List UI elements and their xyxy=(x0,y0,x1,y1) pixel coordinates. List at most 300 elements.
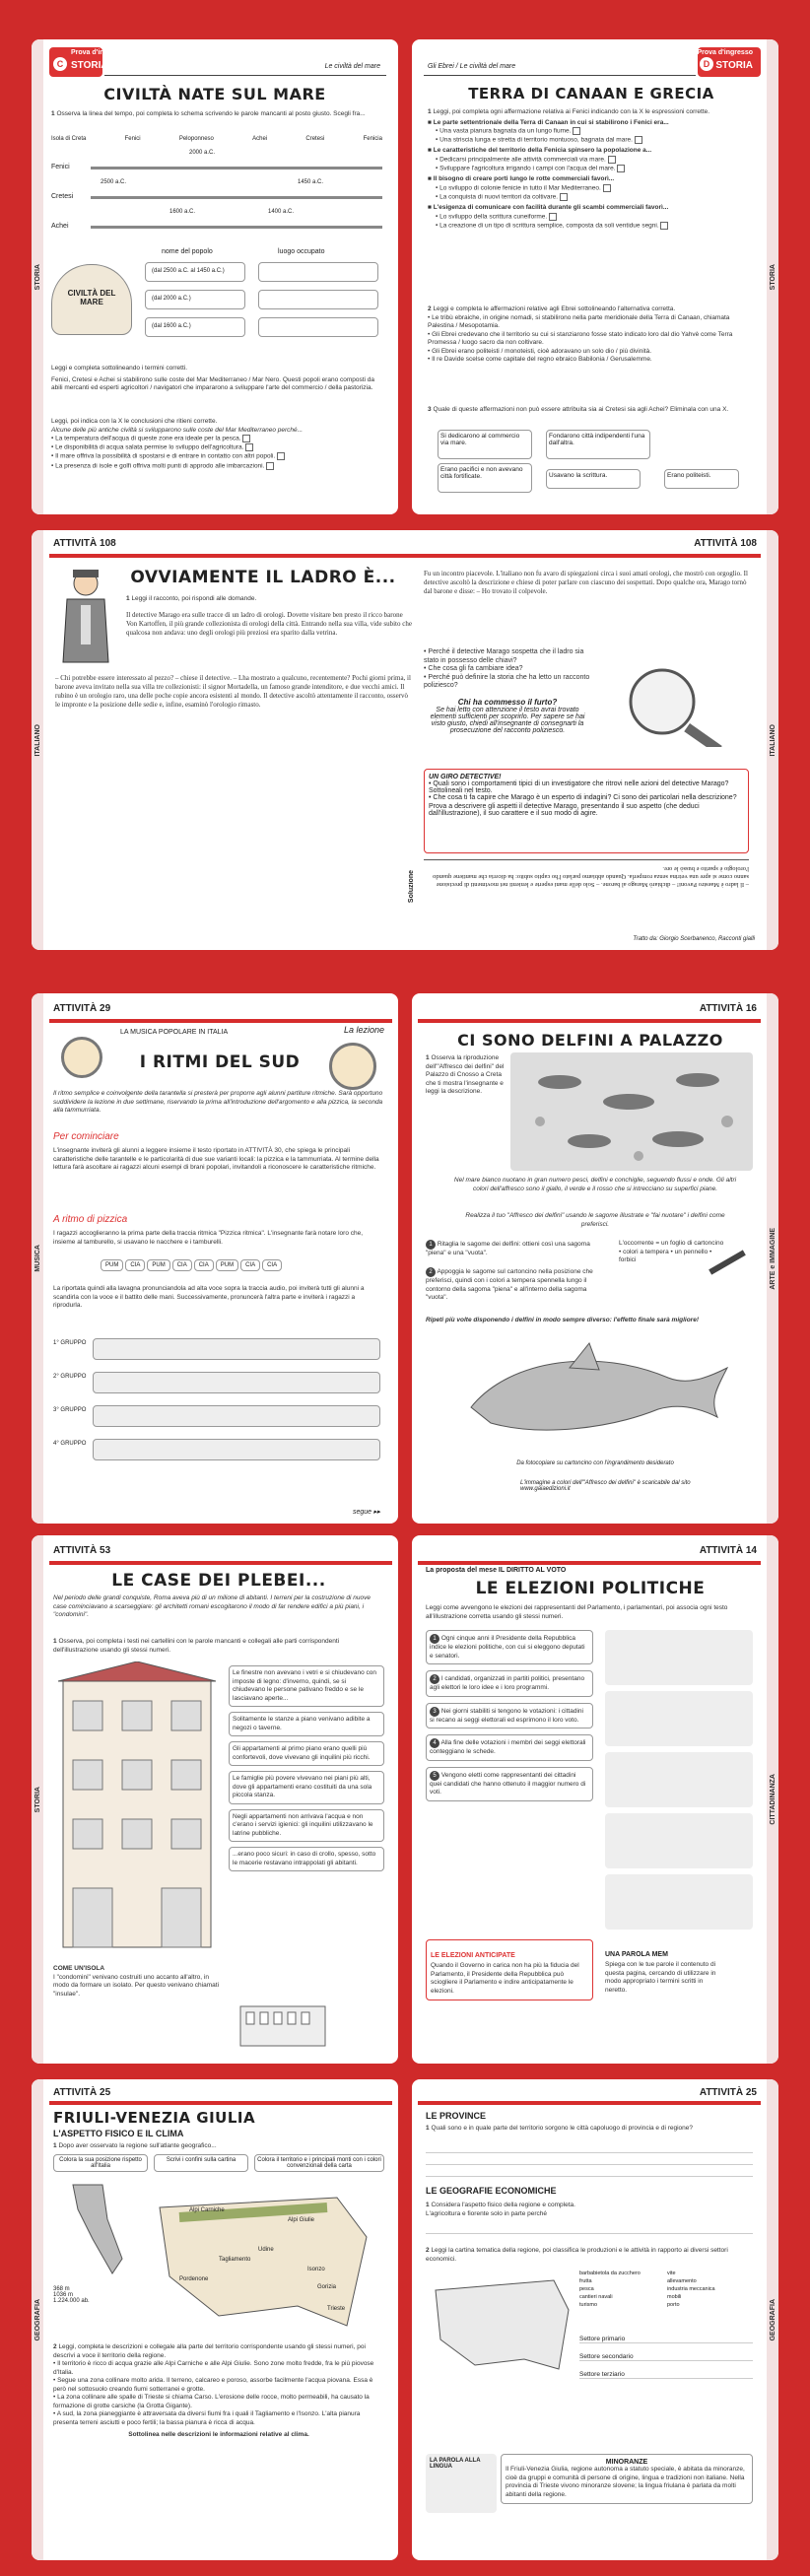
side-label: ITALIANO xyxy=(34,723,41,757)
materials-text: L'occorrente = un foglio di cartoncino • colori a tempera • un pennello • forbici xyxy=(619,1240,724,1263)
checkbox[interactable] xyxy=(549,213,557,221)
legend-item: cantieri navali xyxy=(579,2294,613,2300)
checkbox[interactable] xyxy=(560,193,568,201)
page-musica xyxy=(32,993,398,1524)
side-label: ARTE e IMMAGINE xyxy=(769,1227,776,1290)
rhythm-key xyxy=(101,1259,282,1271)
legend-heads xyxy=(53,2154,384,2172)
table-cell[interactable] xyxy=(258,317,378,337)
row-label: Cretesi xyxy=(51,193,74,200)
side-tab xyxy=(767,2079,778,2560)
page-title: FRIULI-VENEZIA GIULIA xyxy=(53,2109,256,2127)
counting-illustration xyxy=(605,1813,753,1868)
table-row[interactable] xyxy=(145,262,245,282)
option[interactable]: • La creazione di un tipo di scrittura semplice, composta da soli ventidue segni. xyxy=(428,222,753,231)
map-label: Isonzo xyxy=(307,2267,325,2272)
question-sub: L'agricoltura e fiorente solo in parte perché xyxy=(426,2209,548,2217)
step-box[interactable] xyxy=(426,1734,593,1761)
page-title: TERRA DI CANAAN E GRECIA xyxy=(468,85,714,102)
map-label: Alpi Giulie xyxy=(288,2217,315,2223)
ballot-box-illustration xyxy=(605,1752,753,1807)
story-col-1 xyxy=(126,611,412,642)
list-item-text: Che cosa ti fa capire che Marago è un esperto di indagini? Ci sono dei particolari nella descrizione? xyxy=(433,794,737,801)
step-text: Appoggia le sagome sul cartoncino nella posizione che preferisci, quindi con i colori a tempera spennella lungo il contorno della sagoma "piena" e all'interno della sagoma "vuota". xyxy=(426,1268,593,1301)
legend-head: Scrivi i confini sulla cartina xyxy=(154,2154,248,2172)
timeline-mark: 1400 a.C. xyxy=(268,209,295,215)
row-label: 1° GRUPPO xyxy=(53,1340,87,1346)
question-2 xyxy=(51,365,382,393)
rhythm-cell: CIA xyxy=(240,1259,260,1271)
checkbox[interactable] xyxy=(603,184,611,192)
option[interactable]: • La conquista di nuovi territori da coltivare. xyxy=(428,193,753,202)
tambourine-icon xyxy=(329,1043,376,1090)
list-item[interactable]: • Il re Davide scelse come capitale del regno ebraico Babilonia / Gerusalemme. xyxy=(428,356,652,363)
description: Nel mare bianco nuotano in gran numero pesci, delfini e conchiglie, seguendo flussi e onde. Gli altri colori dell'affresco sono il giallo, il verde e il rosso che si intrecciano su superfici piane. xyxy=(453,1177,737,1192)
question-1: 1 Leggi il racconto, poi rispondi alle domande. xyxy=(126,595,257,602)
rhythm-cell: CIA xyxy=(172,1259,192,1271)
note: Ripeti più volte disponendo i delfini in modo sempre diverso: l'effetto finale sarà migliore! xyxy=(426,1317,699,1323)
col-label: Cretesi xyxy=(305,136,325,142)
question-1: 1 Leggi, poi completa ogni affermazione relativa ai Fenici indicando con la X le espressioni corrette. ■ Le parte settentrionale della Terra di Canaan in cui si stabilirono i Fenici era... • Una vasta pianura bagnata da un lungo fiume. • Una striscia lunga e stretta di territorio montuoso, bagnata dal mare. ■ Le caratteristiche del territorio della Fenicia spinsero la popolazione a... • Dedicarsi principalmente alle attività commerciali via mare. • Sviluppare l'agricoltura irrigando i campi con l'acqua del mare. ■ Il bisogno di creare porti lungo le rotte commerciali favorì... • Lo sviluppo di colonie fenicie in tutto il Mar Mediterraneo. • La conquista di nuovi territori da coltivare. ■ L'esigenza di comunicare con facilità durante gli scambi commerciali favorì... • Lo sviluppo della scrittura cuneiforme. • La creazione di un tipo di scrittura semplice, composta da soli ventidue segni. xyxy=(428,108,753,231)
option[interactable]: • Lo sviluppo della scrittura cuneiforme. xyxy=(428,213,753,222)
legend-item: frutta xyxy=(579,2278,592,2284)
side-tab xyxy=(32,39,43,514)
list-item-text: Le tribù ebraiche, in origine nomadi, si stabilirono nella parte meridionale della Terra di Canaan, chiamata Palestina / Mesopotamia. xyxy=(428,313,730,329)
answer-box[interactable] xyxy=(438,430,532,459)
question-3 xyxy=(51,418,382,471)
activity-label: ATTIVITÀ 16 xyxy=(699,1003,757,1014)
timeline-mark: 2000 a.C. xyxy=(189,150,216,156)
footer-note: Tratto da: Giorgio Scerbanenco, Racconti gialli xyxy=(633,936,755,942)
checkbox[interactable] xyxy=(242,435,250,442)
list-item-text: Il re Davide scelse come capitale del regno ebraico Babilonia / Gerusalemme. xyxy=(432,356,652,363)
solution-label: Soluzione xyxy=(408,870,415,904)
hint-title: Chi ha commesso il furto? xyxy=(457,698,558,707)
fact-text: Le famiglie più povere vivevano nei piani più alti, dove gli appartamenti erano costituiti da una sola piccola stanza. xyxy=(233,1775,372,1798)
activity-label: ATTIVITÀ 25 xyxy=(699,2087,757,2098)
solution-text: – Il ladro è Maestro Pavoni! – dichiarò Marago al barone. – Solo delle mani esperte e lenienti nei movimenti di precisione sanno come si apre una vetrina senza romperla. Quando abbiamo parlato l'ho capito subito: ha diceria che mantiene quando l'orologio è sparito e bussò le ore. xyxy=(433,865,749,888)
option-label: La presenza di isole e golfi offriva molti punti di approdo alle imbarcazioni. xyxy=(55,462,265,470)
page-title: LE CASE DEI PLEBEI... xyxy=(111,1571,326,1591)
activity-label: ATTIVITÀ 108 xyxy=(694,538,757,549)
option[interactable]: • Dedicarsi principalmente alle attività commerciali via mare. xyxy=(428,156,753,165)
legend-item: pesca xyxy=(579,2286,594,2292)
step-number: 1 xyxy=(430,1634,439,1644)
answer-text: Si dedicarono al commercio via mare. xyxy=(440,433,520,446)
rhythm-row xyxy=(93,1405,380,1427)
tambourine-icon xyxy=(61,1037,102,1078)
option-label: Lo sviluppo della scrittura cuneiforme. xyxy=(439,213,548,221)
page-subtitle: L'ASPETTO FISICO E IL CLIMA xyxy=(53,2129,184,2138)
header-subtitle: Le civiltà del mare xyxy=(324,63,380,70)
box-title: MINORANZE xyxy=(605,2459,648,2466)
list-item-text: Gli Ebrei credevano che il territorio su cui si stanziarono fosse stato indicato loro dal dio Yahvè come Terra Promessa / luogo sacro da non coltivare. xyxy=(428,330,733,346)
answer-box[interactable] xyxy=(438,463,532,493)
section-title: Per cominciare xyxy=(53,1131,119,1142)
parliament-illustration xyxy=(605,1630,753,1685)
list-item[interactable]: • Il territorio è ricco di acqua grazie alle Alpi Carniche e alle Alpi Giulie. Sono zone molto fredde, fra le più piovose d'Italia. xyxy=(53,2360,374,2376)
col-label: Fenicia xyxy=(363,136,382,142)
fact-box[interactable] xyxy=(229,1665,384,1707)
fresco-image xyxy=(510,1052,753,1171)
stat-value: 368 m xyxy=(53,2286,70,2292)
list-item-text: Gli Ebrei erano politeisti / monoteisti, cioè adoravano un solo dio / più divinità. xyxy=(432,347,652,355)
list-item: • Che cosa gli fa cambiare idea? xyxy=(424,665,523,672)
answer-text: Erano politeisti. xyxy=(667,472,711,479)
side-tab xyxy=(32,1535,43,2064)
page-elezioni xyxy=(412,1535,778,2064)
answer-lines[interactable] xyxy=(426,2223,753,2243)
detective-box xyxy=(424,769,749,853)
legend-item: allevamento xyxy=(667,2278,697,2284)
checkbox[interactable] xyxy=(266,462,274,470)
side-label: ITALIANO xyxy=(769,723,776,757)
answer-box[interactable] xyxy=(664,469,739,489)
page-geografia-left xyxy=(32,2079,398,2560)
side-label: GEOGRAFIA xyxy=(34,2298,41,2341)
section-heading xyxy=(53,1131,119,1142)
early-elections-box xyxy=(426,1939,593,2000)
question-2: 2 Leggi e completa le affermazioni relative agli Ebrei sottolineando l'alternativa corretta. • Le tribù ebraiche, in origine nomadi, si stabilirono nella parte meridionale della Terra di Canaan, chiamata Palestina / Mesopotamia. • Gli Ebrei credevano che il territorio su cui si stanziarono fosse stato indicato loro dal dio Yahvè come Terra Promessa / luogo sacro da non coltivare. • Gli Ebrei erano politeisti / monoteisti, cioè adoravano un solo dio / più divinità. • Il re Davide scelse come capitale del regno ebraico Babilonia / Gerusalemme. xyxy=(428,305,753,365)
tv-debate-illustration xyxy=(605,1691,753,1746)
option-label: Una vasta pianura bagnata da un lungo fiume. xyxy=(439,127,572,135)
detective-illustration xyxy=(55,566,116,664)
row-label: Achei xyxy=(51,223,69,230)
checkbox[interactable] xyxy=(660,222,668,230)
question-text: Perché il detective Marago sospetta che il ladro sia stato in possesso delle chiavi? xyxy=(424,648,584,664)
rhythm-cell: PUM xyxy=(147,1259,169,1271)
region-map xyxy=(140,2178,376,2336)
hint-text: Se hai letto con attenzione il testo avrai trovato elementi sufficienti per scoprirlo. Per sapere se hai visto giusto, chiedi all'insegnante di consegnarti la prosecuzione del racconto poliziesco. xyxy=(430,707,585,734)
fact-text: Gli appartamenti al primo piano erano quelli più confortevoli, dove vivevano gli inquilini più ricchi. xyxy=(233,1745,371,1761)
side-tab xyxy=(32,2079,43,2560)
side-label: CITTADINANZA xyxy=(769,1774,776,1825)
sector-label[interactable]: Settore terziario xyxy=(579,2361,753,2379)
story-col-1b xyxy=(55,674,412,710)
question-text: Leggi la cartina tematica della regione, poi classifica le produzioni e le attività in rapporto ai diversi settori economici. xyxy=(426,2247,728,2263)
option[interactable]: • Sviluppare l'agricoltura irrigando i campi con l'acqua del mare. xyxy=(428,165,753,173)
step-number: 2 xyxy=(430,1674,439,1684)
question-2: 2 Leggi la cartina tematica della regione, poi classifica le produzioni e le attività in rapporto ai diversi settori economici. xyxy=(426,2247,728,2263)
timeline-arrow xyxy=(91,226,382,229)
side-label: STORIA xyxy=(34,263,41,291)
rhythm-row xyxy=(93,1439,380,1460)
timeline-arrow xyxy=(91,167,382,169)
step-2 xyxy=(426,1267,603,1303)
hint-box xyxy=(424,698,591,734)
sector-label[interactable]: Settore primario xyxy=(579,2328,753,2343)
question-text: Che cosa gli fa cambiare idea? xyxy=(428,665,523,672)
option-label: Le disponibilità di acqua salata permise lo sviluppo dell'agricoltura. xyxy=(55,443,244,451)
side-label: STORIA xyxy=(34,1786,41,1813)
option-label: Dedicarsi principalmente alle attività commerciali via mare. xyxy=(439,156,606,164)
intro: Leggi come avvengono le elezioni dei rappresentanti del Parlamento, i parlamentari, poi associa ogni testo all'illustrazione corretta usando gli stessi numeri. xyxy=(426,1604,728,1620)
row-label: 2° GRUPPO xyxy=(53,1374,87,1380)
info-title: COME UN'ISOLA xyxy=(53,1965,105,1972)
statement: Le caratteristiche del territorio della Fenicia spinsero la popolazione a... xyxy=(433,147,652,155)
header-label: Prova d'ingresso xyxy=(71,49,127,56)
election-illustrations xyxy=(605,1630,753,1926)
list-item[interactable]: • Gli Ebrei erano politeisti / monoteisti, cioè adoravano un solo dio / più divinità. xyxy=(428,347,652,355)
story-col-2 xyxy=(424,570,749,596)
question-2: 2 Leggi, completa le descrizioni e collegale alla parte del territorio corrispondente usando gli stessi numeri, poi descrivi a voce il territorio della regione. • Il territorio è ricco di acqua grazie alle Alpi Carniche e alle Alpi Giulie. Sono zone molto fredde, fra le più piovose d'Italia. • Segue una zona collinare molto arida. Il terreno, calcareo e poroso, assorbe facilmente l'acqua piovana. Essa è però nel sottosuolo creando fiumi sotterranei e grotte. • La zona collinare alle spalle di Trieste si chiama Carso. L'erosione delle rocce, molto permeabili, ha causato la formazione di grotte carsiche (la Grotta Gigante). • A sud, la zona pianeggiante è attraversata da diversi fiumi fra i quali il Tagliamento e l'Isonzo. L'alta pianura presenta terreni asciutti e poco fertili; la bassa pianura è ricca di acqua. Sottolinea nelle descrizioni le informazioni relative al clima. xyxy=(53,2343,384,2440)
ship-illustration xyxy=(51,264,132,335)
list-item: • Perché il detective Marago sospetta che il ladro sia stato in possesso delle chiavi? xyxy=(424,648,584,664)
paragraph: Fenici, Cretesi e Achei si stabilirono sulle coste del Mar Mediterraneo / Mar Nero. Questi popoli erano composti da abili mercanti ed esperti agricoltori / navigatori che impararono a sviluppare l'arte del commercio / della pastorizia. xyxy=(51,375,375,391)
fact-boxes xyxy=(229,1665,384,1876)
col-label: Fenici xyxy=(124,136,141,142)
checkbox[interactable] xyxy=(573,127,580,135)
box-title: UN GIRO DETECTIVE! xyxy=(429,774,502,780)
fact-box[interactable] xyxy=(229,1771,384,1804)
activity-label: ATTIVITÀ 14 xyxy=(699,1545,757,1556)
statement: Le parte settentrionale della Terra di Canaan in cui si stabilirono i Fenici era... xyxy=(433,118,669,126)
table-row[interactable] xyxy=(145,317,245,337)
step-text: Alla fine delle votazioni i membri dei seggi elettorali conteggiano le schede. xyxy=(430,1739,586,1755)
option-label: La temperatura dell'acqua di queste zone era ideale per la pesca. xyxy=(55,435,241,442)
question-text: Leggi, poi indica con la X le conclusioni che ritieni corrette. xyxy=(51,418,218,425)
map-label: Tagliamento xyxy=(219,2257,251,2263)
answer-text: Erano pacifici e non avevano città fortificate. xyxy=(440,466,523,480)
answer-lines[interactable] xyxy=(426,2142,753,2178)
option[interactable]: • Il mare offriva la possibilità di spostarsi e di entrare in contatto con altri popoli. xyxy=(51,452,382,461)
cut-note: Da fotocopiare su cartoncino con l'ingrandimento desiderato xyxy=(516,1460,674,1466)
step-text: I candidati, organizzati in partiti politici, presentano agli elettori le loro idee e i loro programmi. xyxy=(430,1675,585,1691)
answer-text: Usavano la scrittura. xyxy=(549,472,608,479)
page-title: CI SONO DELFINI A PALAZZO xyxy=(457,1031,723,1050)
stat-value: 1036 m xyxy=(53,2292,74,2298)
timeline-mark: 1600 a.C. xyxy=(169,209,196,215)
answer-box[interactable] xyxy=(546,469,641,489)
question-text: Quali sono e in quale parte del territorio sorgono le città capoluogo di provincia e di regione? xyxy=(431,2125,694,2132)
list-item-text: Il territorio è ricco di acqua grazie alle Alpi Carniche e alle Alpi Giulie. Sono zone molto fredde, fra le più piovose d'Italia. xyxy=(53,2360,374,2376)
side-label: STORIA xyxy=(769,263,776,291)
colosseum-illustration xyxy=(238,1999,327,2048)
activity-label: ATTIVITÀ 53 xyxy=(53,1545,111,1556)
list-item[interactable]: • Le tribù ebraiche, in origine nomadi, si stabilirono nella parte meridionale della Terra di Canaan, chiamata Palestina / Mesopotamia. xyxy=(428,313,730,329)
page-title: LE ELEZIONI POLITICHE xyxy=(475,1579,706,1598)
checkbox[interactable] xyxy=(635,136,642,144)
question-text: Osserva la linea del tempo, poi completa lo schema scrivendo le parole mancanti al posto giusto. Scegli fra... xyxy=(56,110,366,117)
option[interactable]: • La temperatura dell'acqua di queste zone era ideale per la pesca. xyxy=(51,435,382,443)
option-label: Il mare offriva la possibilità di spostarsi e di entrare in contatto con altri popoli. xyxy=(55,453,276,461)
map-label: Udine xyxy=(258,2247,274,2253)
box-title: UNA PAROLA MEM xyxy=(605,1951,668,1958)
fact-box[interactable] xyxy=(229,1847,384,1871)
paragraph: I ragazzi accoglieranno la prima parte della traccia ritmica "Pizzica ritmica". L'insegnante farà notare loro che, insieme al tamburello, si usavano le nacchere e i tamburelli. xyxy=(53,1230,364,1246)
fact-text: Negli appartamenti non arrivava l'acqua e non c'erano i servizi igienici: gli inquilini utilizzavano le latrine pubbliche. xyxy=(233,1812,373,1837)
side-tab xyxy=(767,530,778,950)
option[interactable]: • Lo sviluppo di colonie fenicie in tutto il Mar Mediterraneo. xyxy=(428,184,753,193)
checkbox[interactable] xyxy=(245,443,253,451)
dolphin-template xyxy=(451,1338,739,1457)
language-box xyxy=(426,2454,497,2513)
question-3: 3 Quale di queste affermazioni non può essere attribuita sia ai Cretesi sia agli Achei? Eliminala con una X. xyxy=(428,406,729,413)
table-row[interactable] xyxy=(145,290,245,309)
timeline-cols xyxy=(51,136,382,142)
row-label: 3° GRUPPO xyxy=(53,1407,87,1413)
page-title: I RITMI DEL SUD xyxy=(139,1052,301,1072)
option[interactable]: • Una striscia lunga e stretta di territorio montuoso, bagnata dal mare. xyxy=(428,136,753,145)
side-tab xyxy=(767,39,778,514)
legend-item: industria meccanica xyxy=(667,2286,715,2292)
region-stats xyxy=(53,2286,132,2304)
section-title: LE PROVINCE xyxy=(426,2111,487,2121)
option[interactable]: • La presenza di isole e golfi offriva molti punti di approdo alle imbarcazioni. xyxy=(51,462,382,471)
sector-label[interactable]: Settore secondario xyxy=(579,2343,753,2361)
table-date: (dal 2500 a.C. al 1450 a.C.) xyxy=(152,268,225,274)
fact-box[interactable] xyxy=(229,1809,384,1843)
fact-text: ...erano poco sicuri: in caso di crollo, spesso, sotto le macerie restavano intrappolati gli abitanti. xyxy=(233,1851,376,1866)
timeline xyxy=(51,150,382,258)
note: Sottolinea nelle descrizioni le informazioni relative al clima. xyxy=(128,2431,309,2438)
checkbox[interactable] xyxy=(277,452,285,460)
question-sub: Alcune delle più antiche civiltà si svilupparono sulle coste del Mar Mediterraneo perché... xyxy=(51,426,304,434)
legend-item: vite xyxy=(667,2271,676,2276)
timeline-arrow xyxy=(91,196,382,199)
question-text: Leggi il racconto, poi rispondi alle domande. xyxy=(131,595,257,602)
activity-label: ATTIVITÀ 25 xyxy=(53,2087,111,2098)
header-tag: STORIA xyxy=(71,60,108,71)
question-text: Leggi e completa sottolineando i termini corretti. xyxy=(51,365,188,372)
caption: L'immagine a colori dell'"Affresco dei delfini" è scaricabile dal sito www.gaiaedizioni.it xyxy=(520,1480,691,1492)
legend-head: Colora la sua posizione rispetto all'Italia xyxy=(53,2154,148,2172)
fact-text: Le finestre non avevano i vetri e si chiudevano con imposte di legno: d'inverno, quindi, se si chiudevano le persone pativano freddo e se le lasciavano aperte... xyxy=(233,1669,376,1702)
economic-map xyxy=(426,2271,574,2379)
paragraph: Fu un incontro piacevole. L'italiano non fu avaro di spiegazioni circa i suoi amati orologi, che mostrò con orgoglio. Il detective ascoltò la descrizione e chiese di poter parlare con ciascuno dei sospettati. Dopo qualche ora, Marago tornò dal barone e disse: – Ho trovato il colpevole. xyxy=(424,570,748,595)
legend-item: barbabietola da zucchero xyxy=(579,2271,641,2276)
fact-box[interactable] xyxy=(229,1712,384,1736)
step-number: 5 xyxy=(430,1771,439,1781)
rhythm-cell: CIA xyxy=(125,1259,145,1271)
answer-text: Fondarono città indipendenti l'una dall'altra. xyxy=(549,433,645,446)
question-text: Leggi, poi completa ogni affermazione relativa ai Fenici indicando con la X le espressioni corrette. xyxy=(433,108,710,115)
rhythm-row xyxy=(93,1338,380,1360)
intro: Il ritmo semplice e coinvolgente della tarantella si presterà per proporre agli alunni partiture ritmiche. Sarà opportuno suddividere la lezione in due settimane, riservando la prima all'introduzione dell'argomento e alla pizzica, la seconda alla tammurriata. xyxy=(53,1090,383,1114)
fact-text: Solitamente le stanze a piano venivano adibite a negozi o taverne. xyxy=(233,1716,371,1731)
question-1: 1 Dopo aver osservato la regione sull'atlante geografico... xyxy=(53,2142,217,2149)
rhythm-cell: PUM xyxy=(101,1259,123,1271)
rhythm-row xyxy=(93,1372,380,1393)
step-number: 1 xyxy=(426,1240,436,1250)
question-text: Leggi, completa le descrizioni e collegale alla parte del territorio corrispondente usando gli stessi numeri, poi descrivi a voce il territorio della regione. xyxy=(53,2343,366,2359)
question-text: Quale di queste affermazioni non può essere attribuita sia ai Cretesi sia agli Achei? Eliminala con una X. xyxy=(433,406,729,413)
header-label: Prova d'ingresso xyxy=(697,49,753,56)
option-label: Lo sviluppo di colonie fenicie in tutto il Mar Mediterraneo. xyxy=(439,184,601,192)
section-title: LE GEOGRAFIE ECONOMICHE xyxy=(426,2186,557,2196)
side-label: MUSICA xyxy=(34,1245,41,1272)
question-1: 1 Quali sono e in quale parte del territorio sorgono le città capoluogo di provincia e di regione? xyxy=(426,2125,694,2132)
option-label: La conquista di nuovi territori da coltivare. xyxy=(439,193,559,201)
box-text: Spiega con le tue parole il contenuto di questa pagina, cercando di utilizzare in modo appropriato i termini scritti in neretto. xyxy=(605,1961,716,1994)
side-tab xyxy=(32,993,43,1524)
topic: LA MUSICA POPOLARE IN ITALIA xyxy=(120,1029,229,1036)
side-label: GEOGRAFIA xyxy=(769,2298,776,2341)
paragraph: Prova a descrivere gli aspetti il detective Marago, presentando il suo aspetto (che deduci dall'illustrazione), il suo carattere e il suo modo di agire. xyxy=(429,803,700,817)
table-head: luogo occupato xyxy=(278,248,325,255)
checkbox[interactable] xyxy=(608,156,616,164)
step-number: 2 xyxy=(426,1267,436,1277)
page-plebei xyxy=(32,1535,398,2064)
list-item[interactable]: • Gli Ebrei credevano che il territorio su cui si stanziarono fosse stato indicato loro dal dio Yahvè come Terra Promessa / luogo sacro da non coltivare. xyxy=(428,330,733,346)
page-header xyxy=(424,47,761,77)
page-geografia-right xyxy=(412,2079,778,2560)
answer-box[interactable] xyxy=(546,430,650,459)
question-text: Osserva, poi completa i testi nei cartellini con le parole mancanti e collegali alle parti corrispondenti dell'illustrazione usando gli stessi numeri. xyxy=(53,1638,340,1654)
table-date: (dal 2000 a.C.) xyxy=(152,296,191,302)
step-box[interactable] xyxy=(426,1630,593,1664)
step-text: Ogni cinque anni il Presidente della Repubblica indice le elezioni politiche, con cui si eleggono deputati e senatori. xyxy=(430,1635,585,1660)
step-box[interactable] xyxy=(426,1703,593,1729)
topic: La proposta del mese IL DIRITTO AL VOTO xyxy=(426,1567,567,1574)
word-box xyxy=(605,1943,723,1995)
paragraph: La riportata quindi alla lavagna pronunciandola ad alta voce sopra la traccia audio, poi inviterà tutti gli alunni a scandirla con la voce e il battito delle mani. Successivamente, pronuncerà l'altra parte e inviterà i ragazzi a riprodurla. xyxy=(53,1285,365,1309)
materials-box xyxy=(619,1240,727,1265)
step-box[interactable] xyxy=(426,1767,593,1801)
question-text: Leggi e completa le affermazioni relative agli Ebrei sottolineando l'alternativa corretta. xyxy=(433,305,676,312)
economic-legend xyxy=(579,2271,753,2308)
row-label: Fenici xyxy=(51,164,70,170)
map-label: Alpi Carniche xyxy=(189,2207,225,2213)
step-number: 4 xyxy=(430,1738,439,1748)
statement: L'esigenza di comunicare con facilità durante gli scambi commerciali favorì... xyxy=(433,204,669,212)
fact-box[interactable] xyxy=(229,1741,384,1766)
header-subtitle: Gli Ebrei / Le civiltà del mare xyxy=(428,63,516,70)
table-date: (dal 1600 a.C.) xyxy=(152,323,191,329)
checkbox[interactable] xyxy=(617,165,625,172)
timeline-mark: 2500 a.C. xyxy=(101,179,127,185)
step-box[interactable] xyxy=(426,1670,593,1697)
paragraph: L'insegnante inviterà gli alunni a leggere insieme il testo riportato in ATTIVITÀ 30, che spiega le principali caratteristiche delle tarantelle e le particolarità di due sue varianti locali: la pizzica e la tammurriata. Al termine della lettura farà ascoltare ai ragazzi alcuni esempi di brani popolari, invitandoli a riconoscere le caratteristiche ritmiche. xyxy=(53,1147,379,1171)
sector-lines xyxy=(579,2328,753,2379)
civilta-table xyxy=(51,248,382,367)
row-label: 4° GRUPPO xyxy=(53,1441,87,1447)
page-title: OVVIAMENTE IL LADRO È... xyxy=(130,568,396,587)
page-header xyxy=(49,47,386,77)
stat-value: 1.224.000 ab. xyxy=(53,2298,90,2304)
question-text: Dopo aver osservato la regione sull'atlante geografico... xyxy=(58,2142,217,2149)
question-text: Osserva la riproduzione dell'"Affresco dei delfini" del Palazzo di Cnosso a Creta che ti mostra l'insegnante e leggi la descrizione. xyxy=(426,1054,505,1095)
question-text: Perché può definire la storia che ha letto un racconto poliziesco? xyxy=(424,673,590,689)
rhythm-cell: PUM xyxy=(216,1259,238,1271)
info-box xyxy=(53,1965,221,1999)
lesson-tag: La lezione xyxy=(343,1025,384,1035)
table-head: nome del popolo xyxy=(162,248,213,255)
option[interactable]: • Una vasta pianura bagnata da un lungo fiume. xyxy=(428,127,753,136)
box-title: LA PAROLA ALLA LINGUA xyxy=(430,2458,481,2470)
info-text: I "condomini" venivano costruiti uno accanto all'altro, in modo da formare un isolato. Per questo venivano chiamati "insulae". xyxy=(53,1973,220,1998)
box-text: Il Friuli-Venezia Giulia, regione autonoma a statuto speciale, è abitata da minoranze, cioè da gruppi e comunità di persone di origine, lingua e tradizioni non italiane. Nella provincia di Trieste vivono minoranze slovene; la lingua friulana è parlata da molti abitanti della regione. xyxy=(506,2466,745,2498)
list-item-text: A sud, la zona pianeggiante è attraversata da diversi fiumi fra i quali il Tagliamento e l'Isonzo. L'alta pianura presenta terreni asciutti e poco fertili; la bassa pianura è ricca di acqua. xyxy=(53,2410,361,2426)
list-item[interactable]: • Segue una zona collinare molto arida. Il terreno, calcareo e poroso, assorbe facilmente l'acqua piovana. Essa è però nel sottosuolo creando fiumi sotterranei e grotte. xyxy=(53,2377,373,2393)
side-tab xyxy=(767,993,778,1524)
col-label: Isola di Creta xyxy=(51,136,87,142)
solution xyxy=(408,859,749,929)
header-badge: D xyxy=(700,57,713,71)
table-cell[interactable] xyxy=(258,290,378,309)
list-item[interactable]: • La zona collinare alle spalle di Trieste si chiama Carso. L'erosione delle rocce, molto permeabili, ha causato la formazione di grotte carsiche (la Grotta Gigante). xyxy=(53,2394,370,2409)
option[interactable]: • Le disponibilità di acqua salata permise lo sviluppo dell'agricoltura. xyxy=(51,443,382,452)
statement: Il bisogno di creare porti lungo le rotte commerciali favorì... xyxy=(433,175,615,183)
list-item[interactable]: • A sud, la zona pianeggiante è attraversata da diversi fiumi fra i quali il Tagliamento e l'Isonzo. L'alta pianura presenta terreni asciutti e poco fertili; la bassa pianura è ricca di acqua. xyxy=(53,2410,361,2426)
box-title: LE ELEZIONI ANTICIPATE xyxy=(431,1952,515,1959)
question-1: 1 Osserva la linea del tempo, poi completa lo schema scrivendo le parole mancanti al posto giusto. Scegli fra... xyxy=(51,110,366,117)
section-heading xyxy=(53,1214,127,1225)
legend-head: Colora il territorio e i principali monti con i colori convenzionali della carta xyxy=(254,2154,384,2172)
legend-item: porto xyxy=(667,2302,680,2308)
activity-label: ATTIVITÀ 108 xyxy=(53,538,116,549)
table-cell[interactable] xyxy=(258,262,378,282)
